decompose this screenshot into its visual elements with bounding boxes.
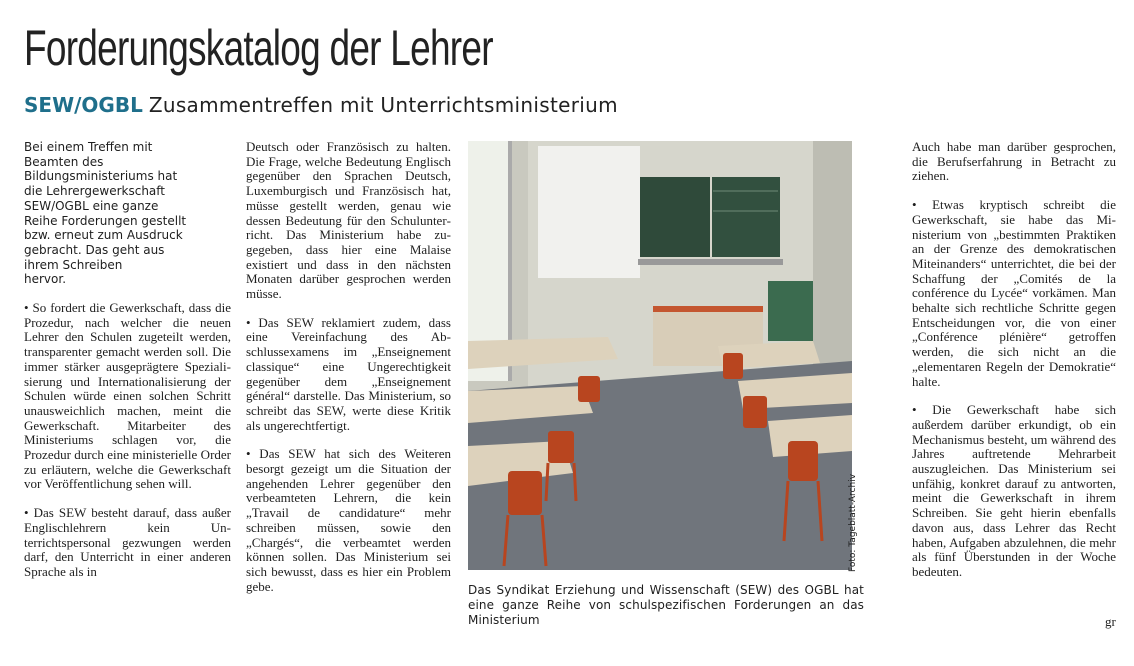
paragraph: Auch habe man darüber gesprochen, die Berufserfahrung in Betracht zu ziehen. bbox=[912, 139, 1116, 184]
headline: Forderungskatalog der Lehrer bbox=[24, 20, 493, 76]
classroom-illustration bbox=[468, 141, 852, 570]
paragraph: • Das SEW hat sich des Weiteren besorgt gezeigt um die Situation der angehenden Lehrer gegenüber den verbeamteten Lehrern, die kein „Travail de candidature“ mehr schreiben müssen, sowie den „Chargés“, die verbeamtet werden können sollen. Das Ministerium sei sich bewusst, dass es hier ein Problem gebe. bbox=[246, 446, 451, 594]
paragraph: • Das SEW besteht darauf, dass außer Englischlehrern kein Unterrichtspersonal gezwungen werden darf, den Unterricht in einer anderen Sprache als in bbox=[24, 505, 231, 579]
article-column-2 bbox=[246, 140, 451, 608]
paragraph: • Die Gewerkschaft habe sich außerdem darüber erkundigt, ob ein Mechanismus besteht, um während des Jahres auftretende Mehrarbeit auszugleichen. Das Ministerium sei unfähig, konkret darauf zu antworten, meint die Gewerkschaft in ihrem Schreiben. Sie geht hierin ebenfalls davon aus, dass Lehrer das Recht haben, Aufgaben abzulehnen, die mehr als fünf Überstunden in der Woche bedeuten. bbox=[912, 402, 1116, 579]
kicker: SEW/OGBL bbox=[24, 93, 143, 117]
paragraph: • Das SEW reklamiert zudem, dass eine Vereinfachung des Abschlussexamens im „Enseignement classique“ eine Ungerechtigkeit gegenüber dem „Enseignement général“ darstelle. Das Ministerium, so schreibt das SEW, werte diese Kritik als ungerechtfertigt. bbox=[246, 314, 451, 433]
photo-caption: Das Syndikat Erziehung und Wissenschaft (SEW) des OGBL hat eine ganze Reihe von schulspezifischen Forderungen an das Ministerium bbox=[468, 583, 864, 627]
paragraph: Deutsch oder Französisch zu halten. Die Frage, welche Bedeutung Englisch gegenüber den Sprachen Deutsch, Luxemburgisch und Französisch hat, müsse gestellt werden, genau wie dessen Bedeutung für den Schulunterricht. Das Ministerium habe zugegeben, dass hier eine Malaise existiert und dass in den nächsten Monaten darüber gesprochen werden müsse. bbox=[246, 139, 451, 302]
classroom-photo bbox=[468, 141, 852, 570]
subheadline-row bbox=[24, 92, 618, 118]
subheadline: Zusammentreffen mit Unterrichtsministerium bbox=[148, 93, 618, 117]
paragraph: • Etwas kryptisch schreibt die Gewerkschaft, sie habe das Ministerium von „bestimmten Praktiken an der Grenze des demokratischen Miteinanders“ unterrichtet, die bei der Schaffung der „Comités de la conférence du Lycée“ vorkämen. Man behalte sich rechtliche Schritte gegen Entscheidungen vor, die von einer „Conférence plénière“ getroffen werden, die sich nicht an die „elementaren Regeln der Demokratie“ halte. bbox=[912, 197, 1116, 389]
article-column-1 bbox=[24, 140, 231, 594]
paragraph: • So fordert die Gewerkschaft, dass die Prozedur, nach welcher die neuen Lehrer den Schulen zugeteilt werden, transparenter gemacht werden soll. Die immer stärker ausgeprägtere Spezialisierung und Internationalisierung der Schulen würde einen solchen Schritt unausweichlich machen, meint die Gewerkschaft. Mitarbeiter des Ministeriums schlagen vor, die Prozedur durch eine ministerielle Order zu erläutern, welche die Gewerkschaft vor Veröffentlichung sehen will. bbox=[24, 300, 231, 492]
author-initials: gr bbox=[1105, 614, 1116, 629]
lead-paragraph: Bei einem Treffen mit Beamten des Bildungsministeriums hat die Lehrergewerkschaft SEW/OGBL eine ganze Reihe Forderungen gestellt bzw. erneut zum Ausdruck gebracht. Das geht aus ihrem Schreiben hervor. bbox=[24, 140, 187, 287]
article-column-4 bbox=[912, 140, 1116, 594]
photo-credit: Foto: Tageblatt-Archiv bbox=[848, 473, 858, 572]
